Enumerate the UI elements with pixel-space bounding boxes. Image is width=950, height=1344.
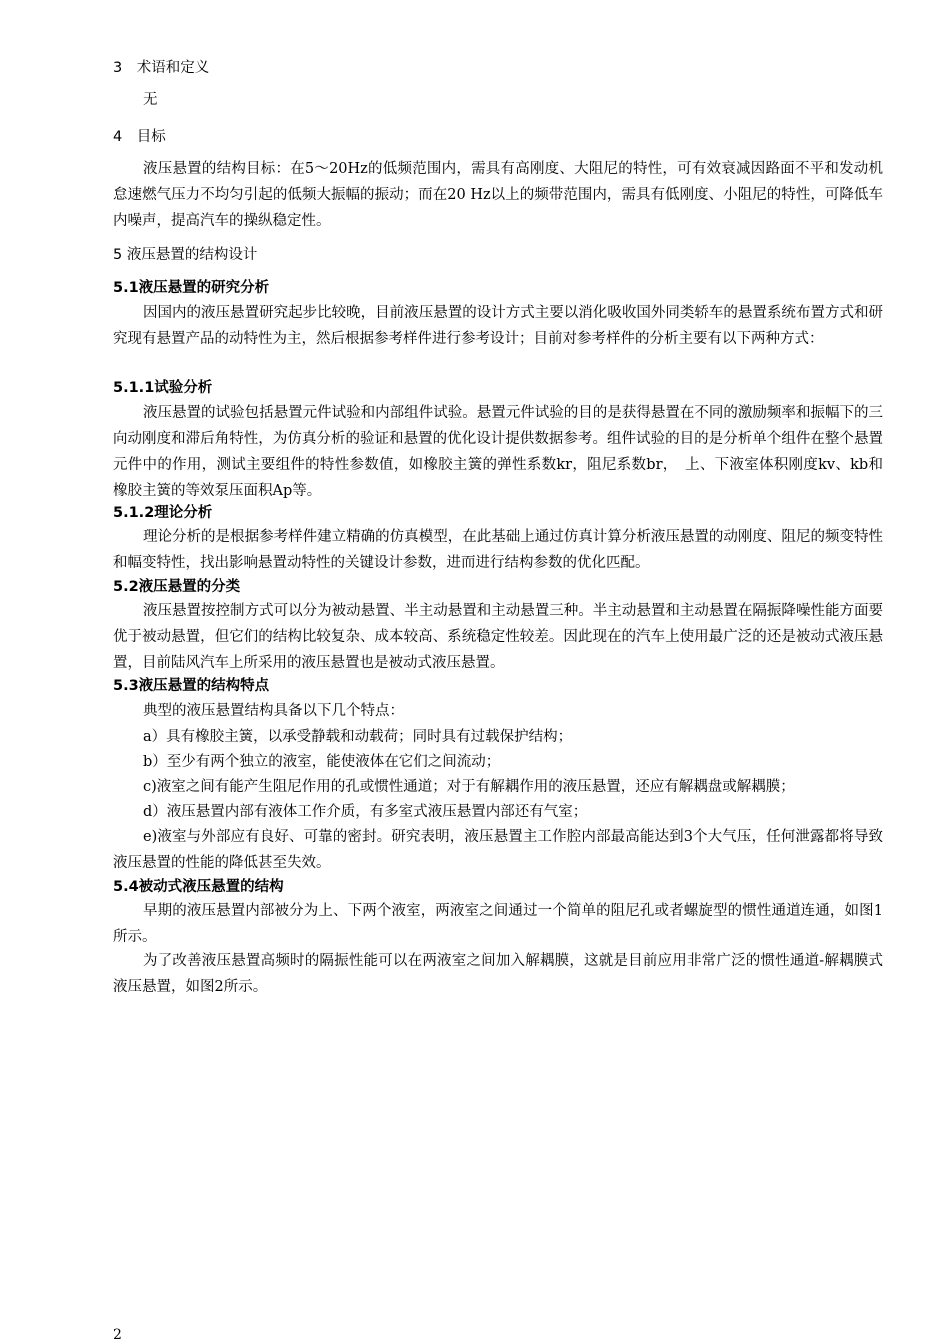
section-5-3-intro: 典型的液压悬置结构具备以下几个特点： [143,703,404,719]
section-5-1-1-heading: 5.1.1试验分析 [113,380,213,396]
section-3-body: 无 [143,92,158,108]
section-5-4-body-1: 早期的液压悬置内部被分为上、下两个液室，两液室之间通过一个简单的阻尼孔或者螺旋型的惯性通道连通，如图1所示。 [113,903,883,945]
section-5-2-heading: 5.2液压悬置的分类 [113,579,241,595]
section-4-heading: 4 目标 [113,129,166,145]
section-4-body: 液压悬置的结构目标：在5～20Hz的低频范围内，需具有高刚度、大阻尼的特性，可有效衰减因路面不平和发动机怠速燃气压力不均匀引起的低频大振幅的振动；而在20 Hz以上的频带范围内，需具有低刚度、小阻尼的特性，可降低车内噪声，提高汽车的操纵稳定性。 [113,161,883,229]
section-5-3-heading: 5.3液压悬置的结构特点 [113,678,270,694]
section-5-1-2-body: 理论分析的是根据参考样件建立精确的仿真模型，在此基础上通过仿真计算分析液压悬置的动刚度、阻尼的频变特性和幅变特性，找出影响悬置动特性的关键设计参数，进而进行结构参数的优化匹配。 [113,529,883,571]
section-5-4-body-2: 为了改善液压悬置高频时的隔振性能可以在两液室之间加入解耦膜，这就是目前应用非常广泛的惯性通道-解耦膜式液压悬置，如图2所示。 [113,953,883,995]
feature-item-e: e)液室与外部应有良好、可靠的密封。研究表明，液压悬置主工作腔内部最高能达到3个大气压，任何泄露都将导致液压悬置的性能的降低甚至失效。 [113,829,883,871]
section-5-heading: 5 液压悬置的结构设计 [113,247,258,263]
section-5-4-heading: 5.4被动式液压悬置的结构 [113,879,284,895]
feature-item-a: a）具有橡胶主簧，以承受静载和动载荷；同时具有过载保护结构； [143,729,573,745]
section-5-1-heading: 5.1液压悬置的研究分析 [113,280,270,296]
section-3-heading: 3 术语和定义 [113,60,210,76]
section-5-2-body: 液压悬置按控制方式可以分为被动悬置、半主动悬置和主动悬置三种。半主动悬置和主动悬置在隔振降噪性能方面要优于被动悬置，但它们的结构比较复杂、成本较高、系统稳定性较差。因此现在的汽车上使用最广泛的还是被动式液压悬置，目前陆风汽车上所采用的液压悬置也是被动式液压悬置。 [113,603,883,671]
feature-item-c: c)液室之间有能产生阻尼作用的孔或惯性通道；对于有解耦作用的液压悬置，还应有解耦盘或解耦膜； [143,779,795,795]
feature-item-b: b）至少有两个独立的液室，能使液体在它们之间流动； [143,754,501,770]
section-5-1-2-heading: 5.1.2理论分析 [113,505,213,521]
section-5-1-body: 因国内的液压悬置研究起步比较晚，目前液压悬置的设计方式主要以消化吸收国外同类轿车的悬置系统布置方式和研究现有悬置产品的动特性为主，然后根据参考样件进行参考设计；目前对参考样件的分析主要有以下两种方式： [113,305,883,347]
feature-item-d: d）液压悬置内部有液体工作介质，有多室式液压悬置内部还有气室； [143,804,588,820]
section-5-1-1-body: 液压悬置的试验包括悬置元件试验和内部组件试验。悬置元件试验的目的是获得悬置在不同的激励频率和振幅下的三向动刚度和滞后角特性，为仿真分析的验证和悬置的优化设计提供数据参考。组件试验的目的是分析单个组件在整个悬置元件中的作用，测试主要组件的特性参数值，如橡胶主簧的弹性系数kr，阻尼系数br， 上、下液室体积刚度kv、kb和橡胶主簧的等效泵压面积Ap等。 [113,405,883,499]
page-number: 2 [113,1327,122,1343]
